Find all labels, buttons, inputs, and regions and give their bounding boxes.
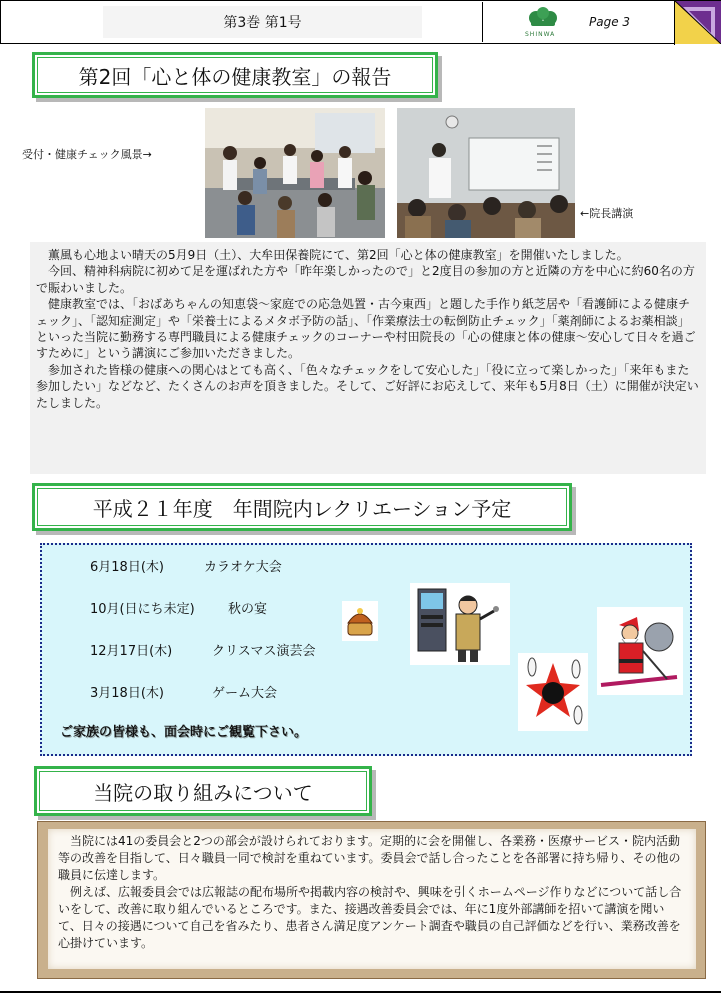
report-paragraph: 薫風も心地よい晴天の5月9日（土）、大牟田保養院にて、第2回「心と体の健康教室」を開催いたしました。 bbox=[48, 248, 629, 262]
karaoke-singer-icon bbox=[410, 583, 510, 665]
event-date: 10月(日にち未定) bbox=[90, 602, 195, 617]
santa-skiing-icon bbox=[597, 607, 683, 695]
caption-lecture: ←院長講演 bbox=[580, 207, 634, 220]
report-paragraph: 健康教室では、「おばあちゃんの知恵袋～家庭での応急処置・古今東西」と題した手作り紙芝居や「看護師による健康チェック」、「認知症測定」や「栄養士によるメタボ予防の話」、「作業療法士の転倒防止チェック」「薬剤師によるお薬相談」といった当院に勤務する専門職員による健康チェックのコーナーや村田院長の「心の健康と体の健康～安心して日々を過ごすために」という講演にご参加いただきました。 bbox=[36, 297, 696, 361]
section-title-text: 平成２１年度 年間院内レクリエーション予定 bbox=[92, 496, 512, 521]
report-paragraph: 今回、精神科病院に初めて足を運ばれた方や「昨年楽しかったので」と2度目の参加の方と近隣の方を中心に約60名の方で賑わいました。 bbox=[36, 264, 695, 295]
event-name: ゲーム大会 bbox=[212, 686, 278, 701]
event-date: 3月18日(木) bbox=[90, 686, 164, 701]
corner-decoration-icon bbox=[675, 1, 721, 44]
bowling-icon bbox=[518, 653, 588, 731]
initiatives-article bbox=[48, 829, 696, 969]
lecture-photo bbox=[397, 108, 575, 238]
event-name: クリスマス演芸会 bbox=[212, 644, 316, 659]
initiatives-paragraph: 例えば、広報委員会では広報誌の配布場所や掲載内容の検討や、興味を引くホームページ作りなどについて話し合いをして、改善に取り組んでいるところです。また、接遇改善委員会では、年に1度外部講師を招いて講演を聞いて、日々の接遇について自己を省みたり、患者さん満足度アンケート調査や職員の自己評価などを行い、業務改善を心掛けています。 bbox=[58, 885, 682, 950]
health-class-report bbox=[30, 242, 706, 474]
report-paragraph: 参加された皆様の健康への関心はとても高く、「色々なチェックをして安心した」「役に立って楽しかった」「来年もまた参加したい」などなど、たくさんのお声を頂きました。そして、ご好評にお応えして、来年も5月8日（土）に開催が決定いたしました。 bbox=[36, 362, 699, 410]
caption-reception: 受付・健康チェック風景→ bbox=[22, 148, 152, 161]
family-invitation-note: ご家族の皆様も、面会時にご観覧下さい。 bbox=[60, 725, 308, 740]
page-number: Page 3 bbox=[589, 15, 631, 29]
section-title-text: 第2回「心と体の健康教室」の報告 bbox=[78, 64, 392, 89]
logo-text: SHINWA bbox=[525, 31, 556, 38]
event-date: 6月18日(木) bbox=[90, 560, 164, 575]
section-title-recreation bbox=[32, 483, 572, 531]
section-title-initiatives bbox=[34, 766, 372, 816]
event-name: カラオケ大会 bbox=[204, 560, 282, 575]
bottom-rule bbox=[0, 991, 721, 993]
issue-label: 第3巻 第1号 bbox=[103, 6, 421, 38]
event-name: 秋の宴 bbox=[228, 602, 268, 617]
event-date: 12月17日(木) bbox=[90, 644, 173, 659]
recreation-schedule bbox=[40, 543, 692, 756]
reception-photo bbox=[205, 108, 385, 238]
chestnut-icon bbox=[342, 601, 378, 641]
section-title-health-class bbox=[32, 52, 438, 98]
issue-label-box bbox=[43, 2, 483, 42]
initiatives-paragraph: 当院には41の委員会と2つの部会が設けられております。定期的に会を開催し、各業務・医療サービス・院内活動等の改善を目指して、日々職員一同で検討を重ねています。委員会で話し合ったことを各部署に持ち帰り、その他の職員に伝達します。 bbox=[58, 834, 681, 882]
page-header bbox=[0, 0, 721, 44]
section-title-text: 当院の取り組みについて bbox=[93, 780, 313, 805]
